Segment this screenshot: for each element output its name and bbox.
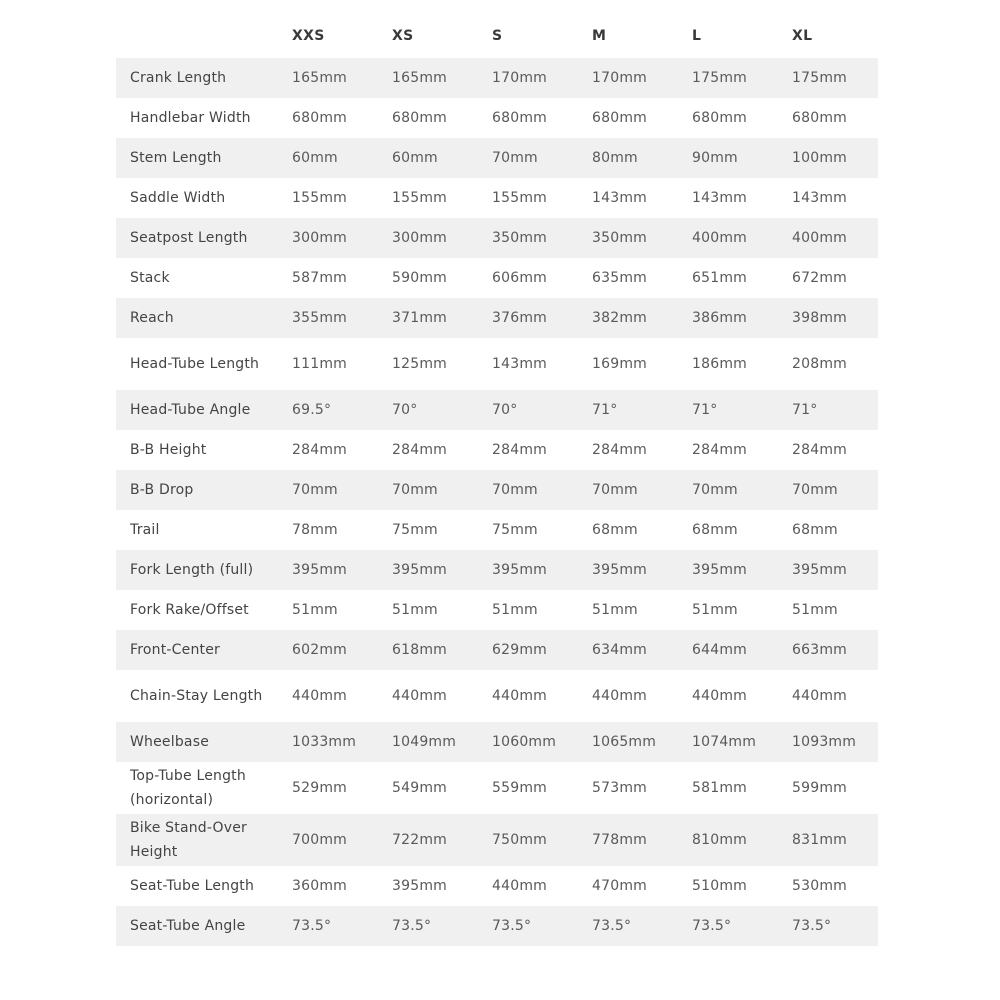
table-cell: 573mm [592,780,647,796]
table-cell: 700mm [292,832,347,848]
table-cell: 510mm [692,878,747,894]
table-cell: 75mm [492,522,538,538]
row-label: Head-Tube Angle [130,402,251,418]
row-label: Top-Tube Length (horizontal) [130,768,246,808]
table-cell: 587mm [292,270,347,286]
table-cell: 69.5° [292,402,332,418]
table-cell: 440mm [692,688,747,704]
table-row [116,470,878,510]
table-row [116,338,878,390]
table-cell: 284mm [792,442,847,458]
geometry-table [116,14,878,946]
size-header: XL [792,28,813,44]
table-cell: 68mm [592,522,638,538]
table-cell: 75mm [392,522,438,538]
table-row [116,590,878,630]
table-cell: 70mm [292,482,338,498]
table-cell: 1065mm [592,734,657,750]
size-header: M [592,28,607,44]
table-cell: 581mm [692,780,747,796]
row-label: Handlebar Width [130,110,251,126]
table-cell: 618mm [392,642,447,658]
table-cell: 360mm [292,878,347,894]
table-cell: 663mm [792,642,847,658]
header-row [116,14,878,58]
size-header: XXS [292,28,325,44]
table-row [116,218,878,258]
table-cell: 722mm [392,832,447,848]
table-cell: 68mm [692,522,738,538]
table-cell: 143mm [792,190,847,206]
table-cell: 680mm [492,110,547,126]
table-cell: 73.5° [592,918,632,934]
table-cell: 70mm [492,482,538,498]
table-row [116,430,878,470]
table-cell: 51mm [692,602,738,618]
row-label: B-B Drop [130,482,194,498]
table-cell: 680mm [792,110,847,126]
table-cell: 111mm [292,356,347,372]
table-cell: 284mm [692,442,747,458]
table-cell: 80mm [592,150,638,166]
table-cell: 143mm [592,190,647,206]
table-cell: 71° [692,402,718,418]
table-cell: 284mm [392,442,447,458]
table-cell: 155mm [292,190,347,206]
table-cell: 440mm [392,688,447,704]
table-row [116,98,878,138]
table-row [116,814,878,866]
row-label: Front-Center [130,642,220,658]
table-cell: 382mm [592,310,647,326]
table-cell: 400mm [792,230,847,246]
table-row [116,178,878,218]
table-cell: 606mm [492,270,547,286]
row-label: Reach [130,310,174,326]
table-cell: 651mm [692,270,747,286]
table-row [116,258,878,298]
table-cell: 170mm [592,70,647,86]
table-cell: 90mm [692,150,738,166]
size-header: S [492,28,503,44]
table-cell: 440mm [492,878,547,894]
table-cell: 60mm [392,150,438,166]
table-cell: 284mm [492,442,547,458]
row-label: Crank Length [130,70,227,86]
size-header: XS [392,28,414,44]
table-cell: 395mm [592,562,647,578]
table-cell: 125mm [392,356,447,372]
table-cell: 376mm [492,310,547,326]
table-cell: 680mm [292,110,347,126]
table-cell: 530mm [792,878,847,894]
table-row [116,58,878,98]
row-label: Fork Rake/Offset [130,602,249,618]
table-cell: 1093mm [792,734,857,750]
row-label: Saddle Width [130,190,226,206]
table-cell: 1033mm [292,734,357,750]
table-cell: 60mm [292,150,338,166]
table-row [116,510,878,550]
table-cell: 386mm [692,310,747,326]
table-cell: 395mm [692,562,747,578]
table-cell: 70° [492,402,518,418]
table-cell: 300mm [392,230,447,246]
table-cell: 590mm [392,270,447,286]
table-cell: 73.5° [492,918,532,934]
table-cell: 73.5° [792,918,832,934]
table-cell: 470mm [592,878,647,894]
table-cell: 1049mm [392,734,457,750]
table-row [116,762,878,814]
table-cell: 51mm [292,602,338,618]
table-row [116,550,878,590]
table-cell: 73.5° [392,918,432,934]
table-cell: 831mm [792,832,847,848]
table-row [116,390,878,430]
table-cell: 440mm [792,688,847,704]
table-cell: 602mm [292,642,347,658]
header-corner [116,14,278,58]
table-cell: 529mm [292,780,347,796]
row-label: Seatpost Length [130,230,248,246]
table-cell: 71° [792,402,818,418]
table-cell: 680mm [392,110,447,126]
table-cell: 70mm [692,482,738,498]
size-header: L [692,28,702,44]
table-cell: 186mm [692,356,747,372]
table-cell: 70mm [792,482,838,498]
row-label: Bike Stand-Over Height [130,820,247,860]
table-cell: 350mm [592,230,647,246]
table-cell: 73.5° [692,918,732,934]
table-cell: 634mm [592,642,647,658]
table-cell: 810mm [692,832,747,848]
table-cell: 71° [592,402,618,418]
table-cell: 165mm [392,70,447,86]
table-cell: 1074mm [692,734,757,750]
table-cell: 51mm [492,602,538,618]
table-cell: 70° [392,402,418,418]
row-label: Stack [130,270,170,286]
table-cell: 175mm [792,70,847,86]
table-cell: 680mm [692,110,747,126]
table-cell: 70mm [392,482,438,498]
table-cell: 350mm [492,230,547,246]
table-cell: 371mm [392,310,447,326]
row-label: B-B Height [130,442,207,458]
row-label: Fork Length (full) [130,562,254,578]
table-cell: 70mm [592,482,638,498]
table-cell: 73.5° [292,918,332,934]
table-cell: 165mm [292,70,347,86]
table-cell: 559mm [492,780,547,796]
table-cell: 68mm [792,522,838,538]
table-cell: 672mm [792,270,847,286]
table-cell: 155mm [492,190,547,206]
table-cell: 750mm [492,832,547,848]
table-row [116,298,878,338]
table-row [116,670,878,722]
table-cell: 440mm [492,688,547,704]
table-row [116,906,878,946]
row-label: Seat-Tube Length [130,878,255,894]
row-label: Trail [130,522,160,538]
table-cell: 208mm [792,356,847,372]
table-row [116,866,878,906]
table-cell: 440mm [592,688,647,704]
table-row [116,138,878,178]
table-cell: 395mm [392,878,447,894]
table-cell: 78mm [292,522,338,538]
row-label: Head-Tube Length [130,356,260,372]
table-cell: 549mm [392,780,447,796]
table-cell: 284mm [592,442,647,458]
table-cell: 440mm [292,688,347,704]
table-cell: 680mm [592,110,647,126]
table-cell: 400mm [692,230,747,246]
table-cell: 170mm [492,70,547,86]
table-cell: 635mm [592,270,647,286]
table-cell: 143mm [692,190,747,206]
row-label: Wheelbase [130,734,210,750]
table-cell: 629mm [492,642,547,658]
table-cell: 100mm [792,150,847,166]
table-header [116,14,878,58]
table-body [116,58,878,946]
row-label: Stem Length [130,150,222,166]
row-label: Chain-Stay Length [130,688,263,704]
table-cell: 70mm [492,150,538,166]
table-cell: 395mm [392,562,447,578]
table-cell: 599mm [792,780,847,796]
table-cell: 175mm [692,70,747,86]
table-row [116,722,878,762]
table-cell: 51mm [592,602,638,618]
table-cell: 51mm [792,602,838,618]
table-cell: 395mm [292,562,347,578]
table-cell: 398mm [792,310,847,326]
table-cell: 1060mm [492,734,557,750]
table-cell: 644mm [692,642,747,658]
table-cell: 355mm [292,310,347,326]
table-cell: 284mm [292,442,347,458]
table-cell: 143mm [492,356,547,372]
table-cell: 395mm [792,562,847,578]
table-cell: 778mm [592,832,647,848]
row-label: Seat-Tube Angle [130,918,246,934]
table-cell: 300mm [292,230,347,246]
table-row [116,630,878,670]
table-cell: 169mm [592,356,647,372]
table-cell: 51mm [392,602,438,618]
table-cell: 155mm [392,190,447,206]
table-cell: 395mm [492,562,547,578]
